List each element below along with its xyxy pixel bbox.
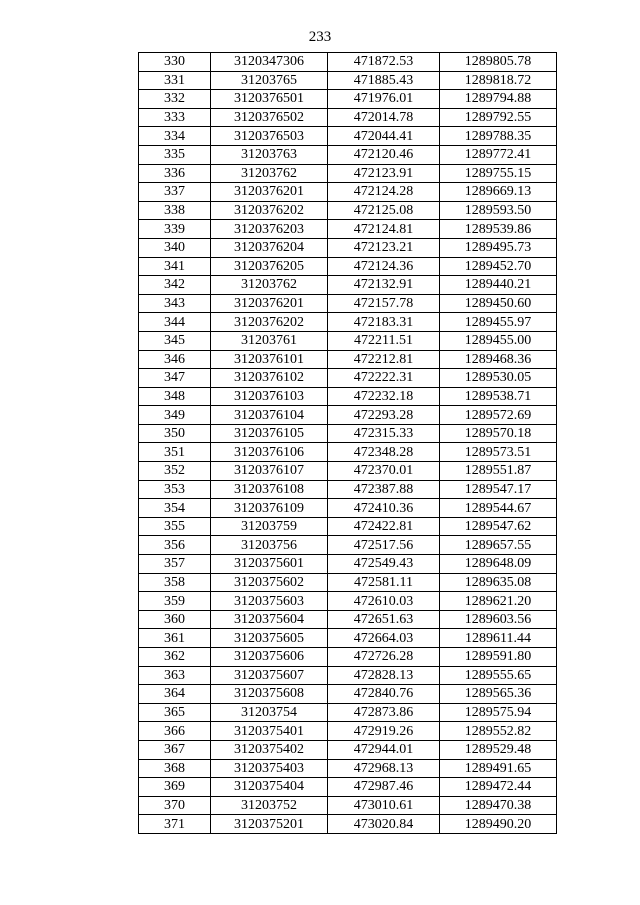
y-coordinate-cell: 1289490.20 [440,815,557,834]
x-coordinate-cell: 473010.61 [328,796,440,815]
point-id-cell: 3120376109 [211,499,328,518]
row-number-cell: 364 [139,685,211,704]
point-id-cell: 3120376104 [211,406,328,425]
y-coordinate-cell: 1289555.65 [440,666,557,685]
table-row [139,183,557,202]
x-coordinate-cell: 472293.28 [328,406,440,425]
table-row [139,127,557,146]
y-coordinate-cell: 1289772.41 [440,145,557,164]
row-number-cell: 352 [139,462,211,481]
point-id-cell: 31203761 [211,331,328,350]
table-row [139,536,557,555]
point-id-cell: 3120376202 [211,201,328,220]
table-row [139,201,557,220]
row-number-cell: 363 [139,666,211,685]
point-id-cell: 3120376501 [211,90,328,109]
table-row [139,350,557,369]
row-number-cell: 340 [139,238,211,257]
y-coordinate-cell: 1289818.72 [440,71,557,90]
x-coordinate-cell: 472124.28 [328,183,440,202]
x-coordinate-cell: 472410.36 [328,499,440,518]
y-coordinate-cell: 1289539.86 [440,220,557,239]
table-row [139,238,557,257]
point-id-cell: 3120376101 [211,350,328,369]
y-coordinate-cell: 1289455.97 [440,313,557,332]
x-coordinate-cell: 472987.46 [328,778,440,797]
x-coordinate-cell: 472387.88 [328,480,440,499]
x-coordinate-cell: 472610.03 [328,592,440,611]
row-number-cell: 334 [139,127,211,146]
y-coordinate-cell: 1289452.70 [440,257,557,276]
table-row [139,573,557,592]
table-row [139,703,557,722]
row-number-cell: 356 [139,536,211,555]
x-coordinate-cell: 472370.01 [328,462,440,481]
y-coordinate-cell: 1289544.67 [440,499,557,518]
point-id-cell: 3120375601 [211,555,328,574]
x-coordinate-cell: 472919.26 [328,722,440,741]
point-id-cell: 3120347306 [211,53,328,72]
x-coordinate-cell: 472014.78 [328,108,440,127]
point-id-cell: 3120376502 [211,108,328,127]
row-number-cell: 357 [139,555,211,574]
x-coordinate-cell: 472726.28 [328,648,440,667]
point-id-cell: 31203765 [211,71,328,90]
y-coordinate-cell: 1289572.69 [440,406,557,425]
point-id-cell: 3120375608 [211,685,328,704]
row-number-cell: 341 [139,257,211,276]
point-id-cell: 3120376202 [211,313,328,332]
row-number-cell: 342 [139,276,211,295]
point-id-cell: 3120376204 [211,238,328,257]
y-coordinate-cell: 1289529.48 [440,740,557,759]
y-coordinate-cell: 1289657.55 [440,536,557,555]
row-number-cell: 367 [139,740,211,759]
y-coordinate-cell: 1289468.36 [440,350,557,369]
x-coordinate-cell: 472549.43 [328,555,440,574]
table-row [139,815,557,834]
x-coordinate-cell: 472124.81 [328,220,440,239]
x-coordinate-cell: 472828.13 [328,666,440,685]
point-id-cell: 31203763 [211,145,328,164]
x-coordinate-cell: 472232.18 [328,387,440,406]
point-id-cell: 3120375404 [211,778,328,797]
x-coordinate-cell: 472517.56 [328,536,440,555]
table-row [139,555,557,574]
point-id-cell: 3120375605 [211,629,328,648]
y-coordinate-cell: 1289669.13 [440,183,557,202]
point-id-cell: 31203752 [211,796,328,815]
point-id-cell: 31203759 [211,517,328,536]
x-coordinate-cell: 472183.31 [328,313,440,332]
point-id-cell: 3120375201 [211,815,328,834]
row-number-cell: 354 [139,499,211,518]
y-coordinate-cell: 1289440.21 [440,276,557,295]
table-row [139,424,557,443]
point-id-cell: 3120375402 [211,740,328,759]
x-coordinate-cell: 472581.11 [328,573,440,592]
x-coordinate-cell: 472044.41 [328,127,440,146]
row-number-cell: 370 [139,796,211,815]
table-row [139,294,557,313]
x-coordinate-cell: 472123.91 [328,164,440,183]
row-number-cell: 338 [139,201,211,220]
table-row [139,71,557,90]
point-id-cell: 3120376201 [211,183,328,202]
x-coordinate-cell: 472124.36 [328,257,440,276]
row-number-cell: 359 [139,592,211,611]
table-row [139,685,557,704]
row-number-cell: 365 [139,703,211,722]
point-id-cell: 31203762 [211,164,328,183]
table-row [139,740,557,759]
y-coordinate-cell: 1289603.56 [440,610,557,629]
page-number: 233 [308,29,332,45]
table-row [139,387,557,406]
table-row [139,331,557,350]
row-number-cell: 339 [139,220,211,239]
row-number-cell: 349 [139,406,211,425]
row-number-cell: 346 [139,350,211,369]
row-number-cell: 337 [139,183,211,202]
row-number-cell: 371 [139,815,211,834]
point-id-cell: 3120375604 [211,610,328,629]
y-coordinate-cell: 1289788.35 [440,127,557,146]
row-number-cell: 332 [139,90,211,109]
row-number-cell: 353 [139,480,211,499]
y-coordinate-cell: 1289794.88 [440,90,557,109]
row-number-cell: 331 [139,71,211,90]
y-coordinate-cell: 1289591.80 [440,648,557,667]
table-row [139,369,557,388]
point-id-cell: 31203762 [211,276,328,295]
y-coordinate-cell: 1289805.78 [440,53,557,72]
table-row [139,276,557,295]
x-coordinate-cell: 471885.43 [328,71,440,90]
point-id-cell: 3120376503 [211,127,328,146]
point-id-cell: 3120376108 [211,480,328,499]
table-row [139,443,557,462]
y-coordinate-cell: 1289755.15 [440,164,557,183]
table-row [139,610,557,629]
point-id-cell: 31203754 [211,703,328,722]
table-row [139,108,557,127]
x-coordinate-cell: 473020.84 [328,815,440,834]
table-row [139,796,557,815]
table-row [139,145,557,164]
y-coordinate-cell: 1289495.73 [440,238,557,257]
x-coordinate-cell: 472840.76 [328,685,440,704]
table-row [139,722,557,741]
point-id-cell: 3120376106 [211,443,328,462]
x-coordinate-cell: 472944.01 [328,740,440,759]
row-number-cell: 348 [139,387,211,406]
y-coordinate-cell: 1289551.87 [440,462,557,481]
x-coordinate-cell: 471872.53 [328,53,440,72]
coordinates-table [138,52,557,834]
y-coordinate-cell: 1289611.44 [440,629,557,648]
x-coordinate-cell: 472212.81 [328,350,440,369]
row-number-cell: 330 [139,53,211,72]
table-row [139,53,557,72]
x-coordinate-cell: 472873.86 [328,703,440,722]
point-id-cell: 3120375602 [211,573,328,592]
row-number-cell: 335 [139,145,211,164]
x-coordinate-cell: 472348.28 [328,443,440,462]
row-number-cell: 362 [139,648,211,667]
point-id-cell: 3120376102 [211,369,328,388]
x-coordinate-cell: 472125.08 [328,201,440,220]
y-coordinate-cell: 1289491.65 [440,759,557,778]
x-coordinate-cell: 472968.13 [328,759,440,778]
y-coordinate-cell: 1289648.09 [440,555,557,574]
row-number-cell: 366 [139,722,211,741]
row-number-cell: 361 [139,629,211,648]
table-row [139,666,557,685]
y-coordinate-cell: 1289470.38 [440,796,557,815]
table-row [139,90,557,109]
point-id-cell: 3120376201 [211,294,328,313]
point-id-cell: 3120376203 [211,220,328,239]
x-coordinate-cell: 472422.81 [328,517,440,536]
row-number-cell: 351 [139,443,211,462]
y-coordinate-cell: 1289547.17 [440,480,557,499]
table-row [139,257,557,276]
y-coordinate-cell: 1289455.00 [440,331,557,350]
table-row [139,778,557,797]
x-coordinate-cell: 472211.51 [328,331,440,350]
row-number-cell: 345 [139,331,211,350]
table-row [139,499,557,518]
x-coordinate-cell: 472664.03 [328,629,440,648]
point-id-cell: 3120375401 [211,722,328,741]
row-number-cell: 343 [139,294,211,313]
row-number-cell: 344 [139,313,211,332]
point-id-cell: 3120376205 [211,257,328,276]
x-coordinate-cell: 472157.78 [328,294,440,313]
y-coordinate-cell: 1289635.08 [440,573,557,592]
row-number-cell: 358 [139,573,211,592]
point-id-cell: 3120376103 [211,387,328,406]
x-coordinate-cell: 471976.01 [328,90,440,109]
y-coordinate-cell: 1289593.50 [440,201,557,220]
row-number-cell: 333 [139,108,211,127]
table-row [139,164,557,183]
table-row [139,462,557,481]
table-row [139,759,557,778]
table-row [139,313,557,332]
x-coordinate-cell: 472651.63 [328,610,440,629]
point-id-cell: 3120375603 [211,592,328,611]
point-id-cell: 3120376105 [211,424,328,443]
table-row [139,406,557,425]
y-coordinate-cell: 1289565.36 [440,685,557,704]
y-coordinate-cell: 1289792.55 [440,108,557,127]
point-id-cell: 3120376107 [211,462,328,481]
table-row [139,629,557,648]
row-number-cell: 369 [139,778,211,797]
row-number-cell: 355 [139,517,211,536]
table-row [139,480,557,499]
y-coordinate-cell: 1289573.51 [440,443,557,462]
point-id-cell: 31203756 [211,536,328,555]
x-coordinate-cell: 472120.46 [328,145,440,164]
y-coordinate-cell: 1289552.82 [440,722,557,741]
y-coordinate-cell: 1289621.20 [440,592,557,611]
y-coordinate-cell: 1289570.18 [440,424,557,443]
x-coordinate-cell: 472132.91 [328,276,440,295]
row-number-cell: 336 [139,164,211,183]
table-row [139,517,557,536]
x-coordinate-cell: 472123.21 [328,238,440,257]
table-row [139,592,557,611]
table-row [139,220,557,239]
y-coordinate-cell: 1289530.05 [440,369,557,388]
point-id-cell: 3120375607 [211,666,328,685]
point-id-cell: 3120375606 [211,648,328,667]
y-coordinate-cell: 1289450.60 [440,294,557,313]
y-coordinate-cell: 1289472.44 [440,778,557,797]
row-number-cell: 347 [139,369,211,388]
row-number-cell: 360 [139,610,211,629]
y-coordinate-cell: 1289575.94 [440,703,557,722]
x-coordinate-cell: 472222.31 [328,369,440,388]
y-coordinate-cell: 1289547.62 [440,517,557,536]
x-coordinate-cell: 472315.33 [328,424,440,443]
point-id-cell: 3120375403 [211,759,328,778]
table-row [139,648,557,667]
coordinates-table-body [139,53,557,834]
row-number-cell: 368 [139,759,211,778]
y-coordinate-cell: 1289538.71 [440,387,557,406]
row-number-cell: 350 [139,424,211,443]
